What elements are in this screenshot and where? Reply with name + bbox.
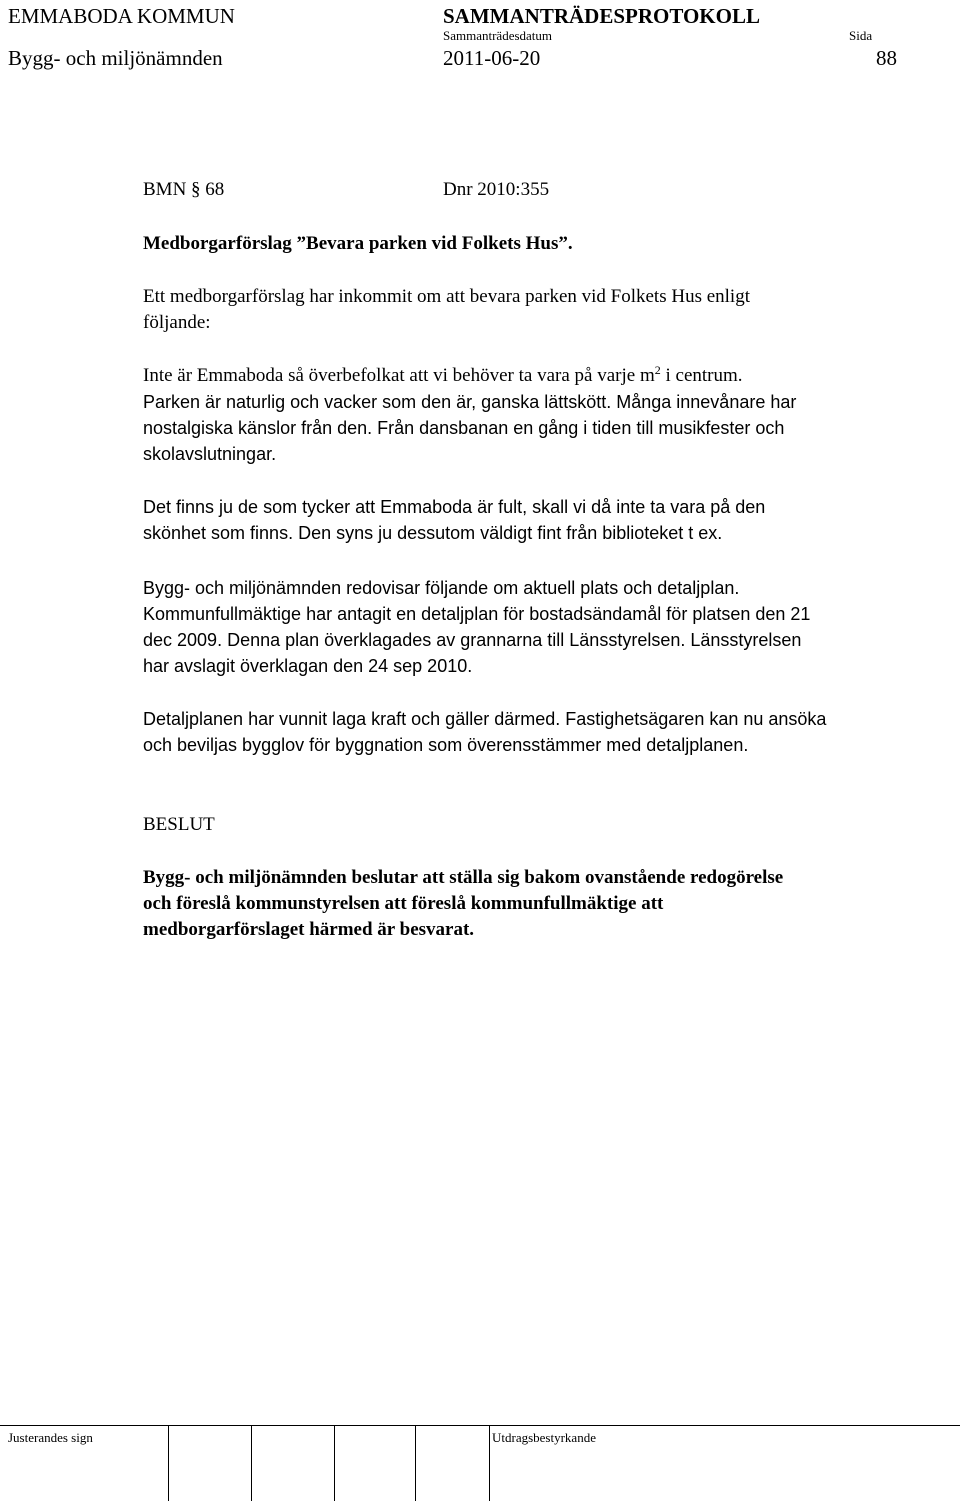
paragraph-line: Kommunfullmäktige har antagit en detaljplan för bostadsändamål för platsen den 21 xyxy=(143,604,811,624)
document-type: SAMMANTRÄDESPROTOKOLL xyxy=(443,4,760,28)
quote-line: Det finns ju de som tycker att Emmaboda är fult, skall vi då inte ta vara på den xyxy=(143,497,766,517)
committee-name: Bygg- och miljönämnden xyxy=(8,46,223,70)
decision-line: medborgarförslaget härmed är besvarat. xyxy=(143,919,475,940)
decision-line: och föreslå kommunstyrelsen att föreslå kommunfullmäktige att xyxy=(143,893,664,914)
meeting-date-label: Sammanträdesdatum xyxy=(443,28,553,43)
footer-divider xyxy=(415,1425,416,1501)
footer-divider xyxy=(334,1425,335,1501)
item-number: BMN § 68 xyxy=(143,179,225,200)
item-title: Medborgarförslag ”Bevara parken vid Folkets Hus”. xyxy=(143,233,573,254)
quote-line: skolavslutningar. xyxy=(143,444,277,464)
intro-line: följande: xyxy=(143,312,211,333)
paragraph-line: har avslagit överklagan den 24 sep 2010. xyxy=(143,656,473,676)
decision-line: Bygg- och miljönämnden beslutar att ställa sig bakom ovanstående redogörelse xyxy=(143,867,784,888)
paragraph-line: Detaljplanen har vunnit laga kraft och gäller därmed. Fastighetsägaren kan nu ansöka xyxy=(143,709,827,729)
extract-certifier-label: Utdragsbestyrkande xyxy=(492,1430,596,1445)
footer-divider xyxy=(489,1425,490,1501)
superscript: 2 xyxy=(654,363,661,377)
intro-line: Ett medborgarförslag har inkommit om att bevara parken vid Folkets Hus enligt xyxy=(143,286,750,307)
paragraph-line: Bygg- och miljönämnden redovisar följande om aktuell plats och detaljplan. xyxy=(143,578,740,598)
paragraph-line: och beviljas bygglov för byggnation som överensstämmer med detaljplanen. xyxy=(143,735,749,755)
page-number: 88 xyxy=(876,46,897,70)
footer-divider xyxy=(168,1425,169,1501)
item-dnr: Dnr 2010:355 xyxy=(443,179,550,200)
page-label: Sida xyxy=(849,28,873,43)
quote-line: nostalgiska känslor från den. Från dansbanan en gång i tiden till musikfester och xyxy=(143,418,785,438)
adjuster-sign-label: Justerandes sign xyxy=(8,1430,93,1445)
org-name: EMMABODA KOMMUN xyxy=(8,4,235,28)
quote-line: Parken är naturlig och vacker som den är, ganska lättskött. Många innevånare har xyxy=(143,392,797,412)
quote-line: skönhet som finns. Den syns ju dessutom väldigt fint från biblioteket t ex. xyxy=(143,523,723,543)
decision-heading: BESLUT xyxy=(143,814,215,835)
quote-text: i centrum. xyxy=(660,365,743,386)
quote-line xyxy=(143,363,743,389)
footer-divider xyxy=(251,1425,252,1501)
footer-top-rule xyxy=(0,1425,960,1426)
paragraph-line: dec 2009. Denna plan överklagades av grannarna till Länsstyrelsen. Länsstyrelsen xyxy=(143,630,802,650)
quote-text: Inte är Emmaboda så överbefolkat att vi behöver ta vara på varje m xyxy=(143,365,655,386)
meeting-date: 2011-06-20 xyxy=(443,46,541,70)
